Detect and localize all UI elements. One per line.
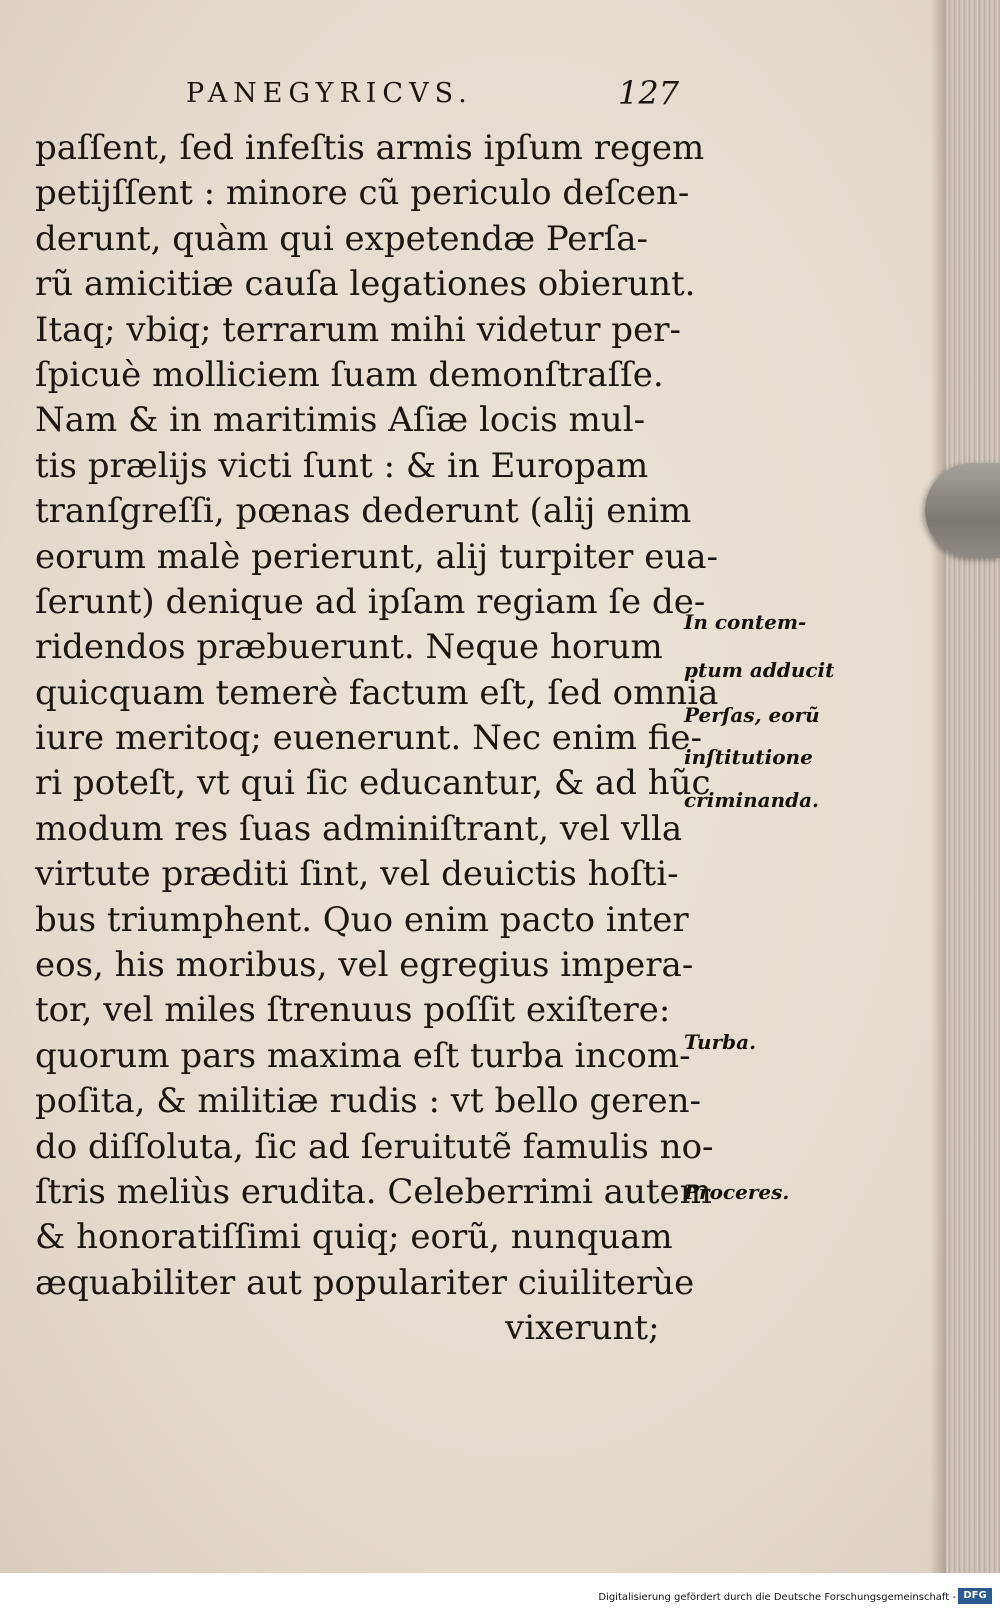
marginal-note: inſtitutione: [684, 745, 813, 769]
text-line: eorum malè perierunt, alij turpiter eua-: [35, 536, 719, 577]
text-line: æquabiliter aut populariter ciuiliterùe: [35, 1262, 695, 1303]
text-line: Nam & in maritimis Aſiæ locis mul-: [35, 400, 646, 441]
text-line: tor, vel miles ſtrenuus poſſit exiſtere:: [35, 990, 671, 1031]
text-line: tis prælijs victi ſunt : & in Europam: [35, 445, 649, 486]
page-number: 127: [618, 74, 680, 112]
text-line: & honoratiſſimi quiq; eorũ, nunquam: [35, 1217, 673, 1258]
text-line: ridendos præbuerunt. Neque horum: [35, 627, 663, 668]
marginal-note: Perſas, eorũ: [684, 703, 820, 727]
body-text: [35, 126, 719, 1352]
marginal-note: criminanda.: [684, 788, 820, 812]
text-line: quorum pars maxima eſt turba incom-: [35, 1035, 691, 1076]
text-line: Itaq; vbiq; terrarum mihi videtur per-: [35, 309, 681, 350]
text-line: do diſſoluta, ſic ad ſeruitutẽ famulis no-: [35, 1126, 714, 1167]
text-line: bus triumphent. Quo enim pacto inter: [35, 899, 689, 940]
text-line: paſſent, ſed infeſtis armis ipſum regem: [35, 128, 705, 168]
marginal-note: ptum adducit: [684, 658, 835, 682]
book-fore-edge: [946, 0, 1000, 1573]
text-line: ſpicuè molliciem ſuam demonſtraſſe.: [35, 354, 664, 395]
text-line: poſita, & militiæ rudis : vt bello geren-: [35, 1081, 702, 1122]
digitization-credit: Digitalisierung gefördert durch die Deutsche Forschungsgemeinschaft -: [598, 1592, 956, 1603]
text-line: ſtris meliùs erudita. Celeberrimi autem: [35, 1171, 712, 1212]
text-line: ſerunt) denique ad ipſam regiam ſe de-: [35, 581, 706, 622]
marginal-note: In contem-: [684, 610, 807, 634]
text-line: petijſſent : minore cũ periculo deſcen-: [35, 173, 690, 214]
text-line: quicquam temerè factum eſt, ſed omnia: [35, 672, 719, 713]
text-line: ri poteſt, vt qui ſic educantur, & ad hũc: [35, 763, 711, 804]
text-line: eos, his moribus, vel egregius impera-: [35, 945, 694, 986]
dfg-logo: DFG: [958, 1588, 992, 1604]
running-header: PANEGYRICVS.: [186, 78, 473, 109]
text-line: iure meritoq; euenerunt. Nec enim fie-: [35, 718, 703, 759]
text-line: tranſgreſſi, pœnas dederunt (alij enim: [35, 491, 692, 532]
text-line: derunt, quàm qui expetendæ Perſa-: [35, 218, 648, 259]
text-line: rũ amicitiæ cauſa legationes obierunt.: [35, 264, 696, 305]
text-line: virtute præditi ſint, vel deuictis hoſti-: [35, 854, 679, 895]
marginal-note: Proceres.: [684, 1180, 790, 1204]
marginal-note: Turba.: [684, 1030, 757, 1054]
text-line: modum res ſuas adminiſtrant, vel vlla: [35, 808, 683, 849]
text-line-catchword: vixerunt;: [505, 1308, 660, 1349]
